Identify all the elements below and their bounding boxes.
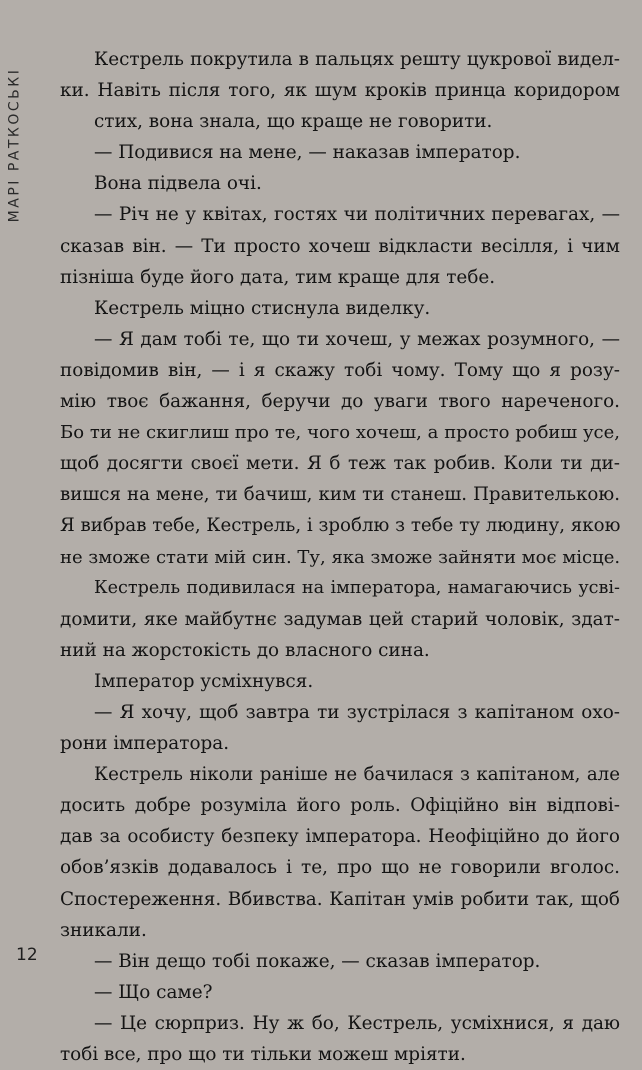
text-line: Вона підвела очі.: [94, 173, 262, 195]
text-line: Бо ти не скиглиш про те, чого хочеш, а просто робиш усе,: [60, 422, 620, 444]
text-line: щоб досягти своєї мети. Я б теж так робив. Коли ти ди-: [60, 453, 620, 475]
text-line: пізніша буде його дата, тим краще для тебе.: [60, 266, 496, 288]
text-line: — Це сюрприз. Ну ж бо, Кестрель, усміхнися, я даю: [94, 1012, 620, 1034]
text-line: повідомив він, — і я скажу тобі чому. Тому що я розу-: [60, 359, 620, 381]
running-head: [3, 40, 25, 250]
text-line: сказав він. — Ти просто хочеш відкласти весілля, і чим: [60, 235, 620, 257]
text-line: — Подивися на мене, — наказав імператор.: [94, 142, 521, 164]
text-line: Імператор усміхнувся.: [94, 670, 314, 692]
book-text-block: [60, 44, 620, 1070]
text-line: ний на жорстокість до власного сина.: [60, 639, 430, 661]
text-line: домити, яке майбутнє задумав цей старий чоловік, здат-: [60, 608, 620, 630]
text-line: мію твоє бажання, беручи до уваги твого нареченого.: [60, 391, 620, 413]
text-line: не зможе стати мій син. Ту, яка зможе зайняти моє місце.: [60, 546, 620, 568]
text-line: ки. Навіть після того, як шум кроків принца коридором: [60, 80, 620, 102]
text-line: вишся на мене, ти бачиш, ким ти станеш. Правителькою.: [60, 484, 620, 506]
text-line: Спостереження. Вбивства. Капітан умів робити так, щоб: [60, 888, 620, 910]
text-line: обов’язків додавалось і те, про що не говорили вголос.: [60, 857, 620, 879]
running-head-text: МАРІ РАТКОСЬКІ: [6, 67, 22, 223]
text-line: зникали.: [60, 919, 147, 941]
text-line: дав за особисту безпеку імператора. Неофіційно до його: [60, 826, 620, 848]
text-line: — Він дещо тобі покаже, — сказав імператор.: [94, 950, 541, 972]
text-line: Кестрель міцно стиснула виделку.: [94, 297, 431, 319]
text-line: — Я дам тобі те, що ти хочеш, у межах розумного, —: [94, 328, 620, 350]
text-line: — Річ не у квітах, гостях чи політичних перевагах, —: [94, 204, 620, 226]
text-line: Кестрель подивилася на імператора, намагаючись усві-: [94, 577, 620, 598]
text-line: тобі все, про що ти тільки можеш мріяти.: [60, 1044, 466, 1065]
text-line: досить добре розуміла його роль. Офіційно він відпові-: [60, 795, 620, 817]
text-line: рони імператора.: [60, 733, 230, 755]
text-line: Кестрель покрутила в пальцях решту цукрової видел-: [94, 49, 620, 70]
text-line: — Я хочу, щоб завтра ти зустрілася з капітаном охо-: [94, 701, 620, 723]
page-number: 12: [16, 945, 38, 965]
text-line: Кестрель ніколи раніше не бачилася з капітаном, але: [94, 764, 620, 786]
text-line: — Що саме?: [94, 981, 213, 1003]
text-line: стих, вона знала, що краще не говорити.: [94, 111, 493, 133]
text-line: Я вибрав тебе, Кестрель, і зроблю з тебе ту людину, якою: [60, 515, 620, 537]
